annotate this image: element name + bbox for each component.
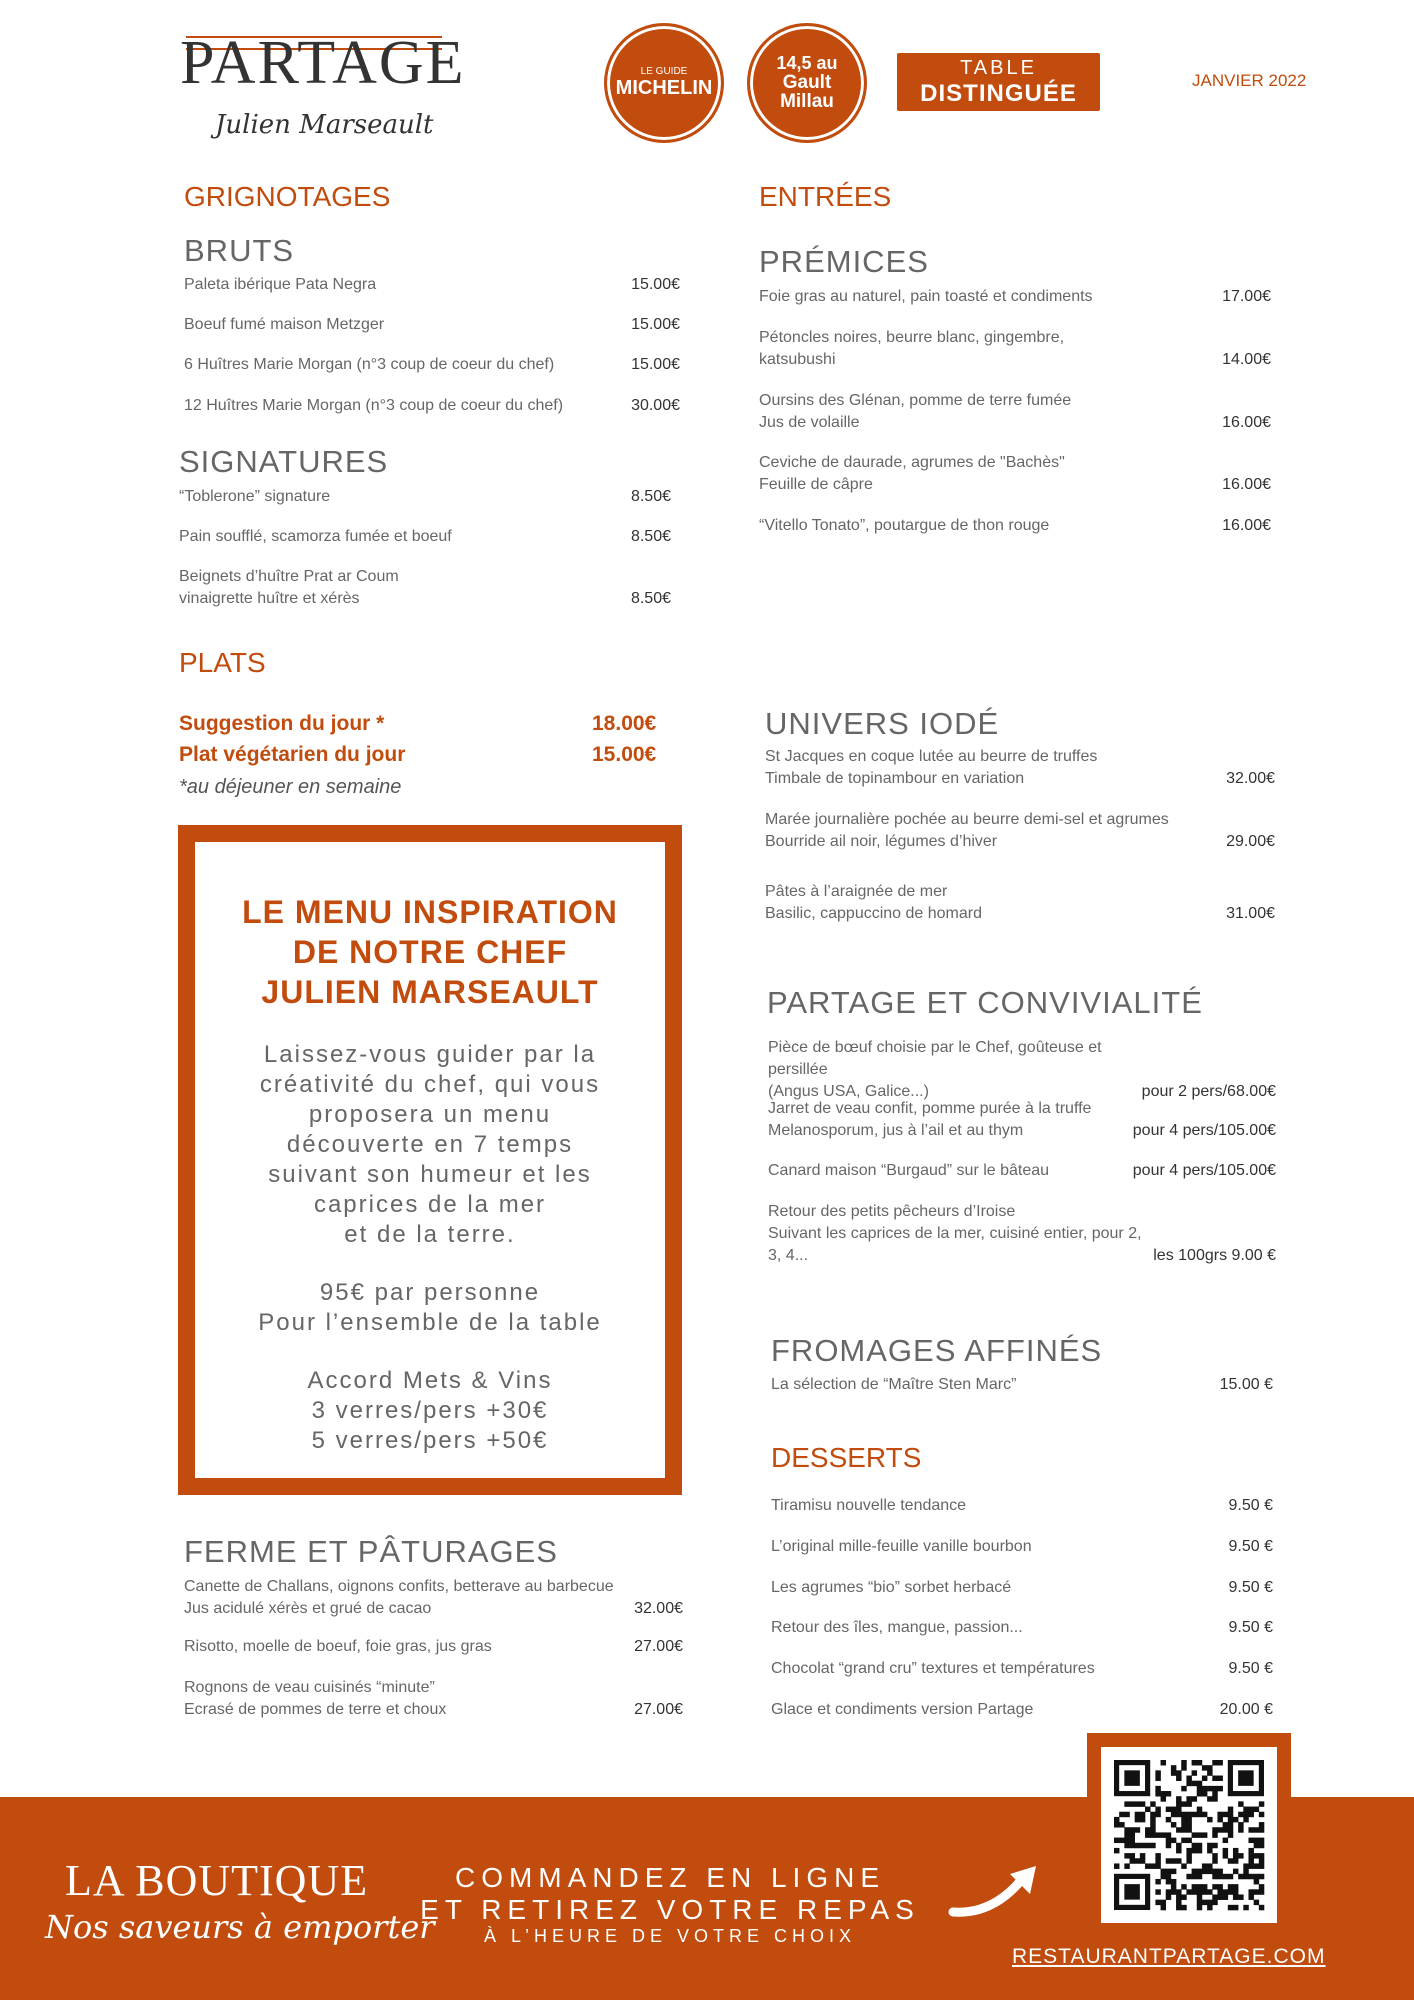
menu-item-label: Chocolat “grand cru” textures et températures [771,1660,1095,1677]
menu-item-price: 16.00€ [1222,517,1271,534]
menu-item [768,1201,1276,1267]
michelin-big-text: MICHELIN [615,76,713,99]
menu-inspiration-inner [195,842,665,1478]
menu-item-label: Boeuf fumé maison Metzger [184,316,385,333]
menu-item [759,515,1271,537]
qr-code-icon[interactable] [1101,1747,1277,1923]
menu-inspiration-accord: Accord Mets & Vins 3 verres/pers +30€ 5 verres/pers +50€ [307,1367,553,1454]
menu-item-label: St Jacques en coque lutée au beurre de truffes Timbale de topinambour en variation [765,748,1098,787]
menu-item-price: 32.00€ [634,1600,683,1617]
menu-item-price: 31.00€ [1226,905,1275,922]
boutique-subtitle: Nos saveurs à emporter [45,1908,435,1946]
menu-item-price: les 100grs 9.00 € [1153,1247,1276,1264]
menu-item-label: “Vitello Tonato”, poutargue de thon rouge [759,517,1050,534]
premices-title: PRÉMICES [759,244,929,279]
menu-item-label: Paleta ibérique Pata Negra [184,276,377,293]
menu-item-label: Ceviche de daurade, agrumes de "Bachès" Feuille de câpre [759,454,1065,493]
menu-item [184,1636,683,1658]
menu-item [765,809,1275,853]
menu-item [759,390,1271,434]
menu-item-label: Foie gras au naturel, pain toasté et condiments [759,288,1093,305]
suggestion-label: Suggestion du jour * [179,712,385,735]
menu-item-label: Oursins des Glénan, pomme de terre fumée Jus de volaille [759,392,1072,431]
menu-item [771,1374,1273,1396]
menu-inspiration-title: LE MENU INSPIRATION DE NOTRE CHEF JULIEN MARSEAULT [242,894,618,1010]
menu-item [768,1160,1276,1182]
menu-item [765,746,1275,790]
menu-item [759,327,1271,371]
menu-item-label: Retour des îles, mangue, passion... [771,1619,1023,1636]
menu-item-price: 9.50 € [1228,1619,1273,1636]
menu-item-label: “Toblerone” signature [179,488,331,505]
menu-inspiration-text: Laissez-vous guider par la créativité du chef, qui vous proposera un menu découverte en 7 temps suivant son humeur et les caprices de la mer et de la terre. [259,1041,601,1248]
menu-item [771,1577,1273,1599]
menu-item [179,566,671,610]
menu-item [765,881,1275,925]
menu-item-label: Glace et condiments version Partage [771,1701,1034,1718]
menu-item [759,286,1271,308]
menu-item-label: 6 Huîtres Marie Morgan (n°3 coup de coeur du chef) [184,356,555,373]
menu-item-label: Marée journalière pochée au beurre demi-sel et agrumes Bourride ail noir, légumes d’hiver [765,811,1169,850]
cmd-line3: À L’HEURE DE VOTRE CHOIX [483,1926,857,1946]
table-line2: DISTINGUÉE [920,80,1077,107]
menu-item [184,274,680,296]
menu-item [771,1658,1273,1680]
menu-item-label: Pâtes à l’araignée de mer Basilic, cappuccino de homard [765,883,983,922]
millau-name: Millau [780,91,834,113]
ferme-title: FERME ET PÂTURAGES [184,1534,558,1569]
menu-item [184,314,680,336]
table-line1: TABLE [960,57,1037,79]
gault-score: 14,5 au [776,52,838,73]
menu-item-label: Jarret de veau confit, pomme purée à la truffe Melanosporum, jus à l’ail et au thym [768,1100,1092,1139]
bruts-title: BRUTS [184,233,295,268]
menu-item [768,1037,1276,1103]
table-distinguee-badge [897,53,1100,111]
menu-item-label: La sélection de “Maître Sten Marc” [771,1376,1017,1393]
menu-item-price: 27.00€ [634,1701,683,1718]
menu-item-price: 8.50€ [630,488,671,505]
menu-item-label: Tiramisu nouvelle tendance [771,1497,967,1514]
menu-item-price: 9.50 € [1228,1497,1273,1514]
menu-item-label: Pièce de bœuf choisie par le Chef, goûteuse et persillée (Angus USA, Galice...) [768,1039,1102,1100]
menu-item-price: pour 4 pers/105.00€ [1132,1122,1276,1139]
qr-code-frame [1087,1733,1291,1933]
plats-note: *au déjeuner en semaine [179,776,402,798]
menu-item [759,452,1271,496]
menu-item [771,1699,1273,1721]
menu-item [771,1495,1273,1517]
menu-item-label: Rognons de veau cuisinés “minute” Ecrasé de pommes de terre et choux [184,1679,447,1718]
menu-item-price: 9.50 € [1228,1660,1273,1677]
menu-item-price: 16.00€ [1222,476,1271,493]
qr-code-area [1101,1747,1277,1923]
menu-item-price: 32.00€ [1226,770,1275,787]
plats-title: PLATS [179,647,266,678]
entrees-title: ENTRÉES [759,181,892,212]
menu-item-price: 8.50€ [630,590,671,607]
menu-item-price: 27.00€ [634,1638,683,1655]
menu-item-price: 29.00€ [1226,833,1275,850]
menu-item-label: 12 Huîtres Marie Morgan (n°3 coup de coeur du chef) [184,397,564,414]
menu-item-label: Les agrumes “bio” sorbet herbacé [771,1579,1012,1596]
menu-item [184,395,680,417]
menu-item-label: Canard maison “Burgaud” sur le bâteau [768,1162,1050,1179]
menu-item [184,1576,683,1620]
menu-item [184,354,680,376]
menu-item-label: Canette de Challans, oignons confits, betterave au barbecue Jus acidulé xérès et grué de cacao [184,1578,614,1617]
menu-item [179,486,671,508]
desserts-title: DESSERTS [771,1442,922,1473]
univers-title: UNIVERS IODÉ [765,706,1000,741]
logo-subtitle: Julien Marseault [215,110,434,140]
menu-item-price: 14.00€ [1222,351,1271,368]
menu-item-label: Beignets d’huître Prat ar Coum vinaigrette huître et xérès [179,568,399,607]
suggestion-price: 18.00€ [592,712,657,735]
menu-inspiration-price: 95€ par personne Pour l’ensemble de la table [258,1279,602,1336]
menu-item-label: Risotto, moelle de boeuf, foie gras, jus gras [184,1638,492,1655]
menu-item-price: 16.00€ [1222,414,1271,431]
menu-item-price: 15.00 € [1219,1376,1273,1393]
fromages-title: FROMAGES AFFINÉS [771,1333,1103,1368]
menu-item-price: 15.00€ [631,316,680,333]
order-online-text [400,1862,940,1947]
menu-item-price: pour 4 pers/105.00€ [1132,1162,1276,1179]
menu-item [179,526,671,548]
menu-item-price: pour 2 pers/68.00€ [1141,1083,1276,1100]
curved-arrow-icon [948,1860,1043,1920]
gault-millau-badge [747,23,867,143]
vege-price: 15.00€ [592,743,657,766]
menu-inspiration-box [178,825,682,1495]
menu-item [771,1617,1273,1639]
menu-item-price: 15.00€ [631,356,680,373]
signatures-title: SIGNATURES [179,444,389,479]
michelin-badge [604,23,724,143]
menu-item-price: 9.50 € [1228,1538,1273,1555]
menu-item-price: 8.50€ [630,528,671,545]
menu-item-price: 9.50 € [1228,1579,1273,1596]
logo-text: PARTAGE [180,29,466,97]
cmd-line2: ET RETIREZ VOTRE REPAS [420,1894,920,1925]
website-link[interactable]: RESTAURANTPARTAGE.COM [1012,1945,1326,1968]
menu-item [771,1536,1273,1558]
menu-item-price: 20.00 € [1219,1701,1273,1718]
menu-item-price: 17.00€ [1222,288,1271,305]
michelin-small-text: LE GUIDE [640,66,688,78]
menu-date: JANVIER 2022 [1192,71,1307,90]
partage-title: PARTAGE ET CONVIVIALITÉ [767,985,1203,1020]
menu-item-label: L’original mille-feuille vanille bourbon [771,1538,1032,1555]
cmd-line1: COMMANDEZ EN LIGNE [454,1862,886,1893]
boutique-title: LA BOUTIQUE [65,1856,369,1905]
menu-item-label: Pain soufflé, scamorza fumée et boeuf [179,528,452,545]
menu-item-label: Pétoncles noires, beurre blanc, gingembre, katsubushi [759,329,1065,368]
menu-item [768,1098,1276,1142]
menu-item-label: Retour des petits pêcheurs d’Iroise Suivant les caprices de la mer, cuisiné entier, pour 2, 3, 4... [768,1203,1142,1264]
menu-item [184,1677,683,1721]
grignotages-title: GRIGNOTAGES [184,181,391,212]
menu-item-price: 15.00€ [631,276,680,293]
vege-label: Plat végétarien du jour [179,743,406,766]
menu-item-price: 30.00€ [631,397,680,414]
gault-name: Gault [782,71,832,93]
